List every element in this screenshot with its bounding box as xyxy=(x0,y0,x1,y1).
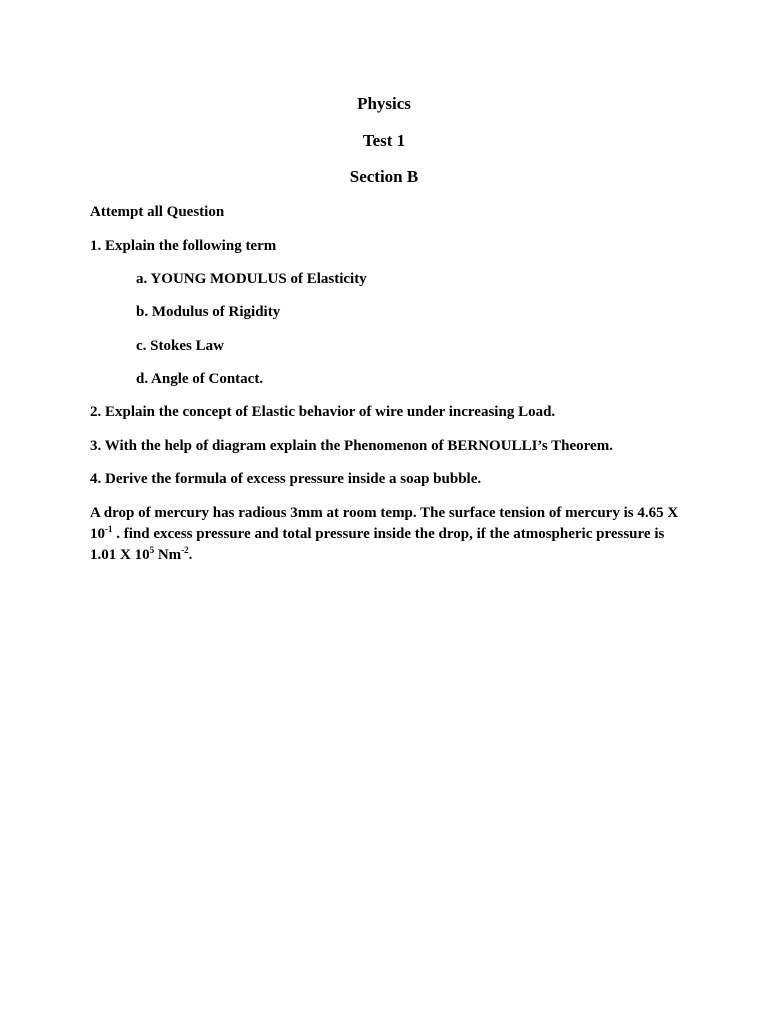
test-title: Test 1 xyxy=(362,131,406,150)
problem-exponent-2: 5 xyxy=(149,545,155,555)
question-3: 3. With the help of diagram explain the Phenomenon of BERNOULLI’s Theorem. xyxy=(90,438,613,454)
problem-text-2: . find excess pressure and total pressure inside the drop, if the atmospheric pressure is 1.01 X 10 xyxy=(90,526,665,563)
question-2: 2. Explain the concept of Elastic behavior of wire under increasing Load. xyxy=(90,404,556,420)
question-1-item-d: d. Angle of Contact. xyxy=(136,371,264,387)
question-4: 4. Derive the formula of excess pressure inside a soap bubble. xyxy=(90,471,482,487)
problem-exponent-1: -1 xyxy=(105,524,113,534)
section-title: Section B xyxy=(349,167,419,186)
document-title: Physics xyxy=(357,94,411,113)
numerical-problem xyxy=(90,503,680,566)
question-1-item-b: b. Modulus of Rigidity xyxy=(136,304,281,320)
problem-exponent-3: -2 xyxy=(181,545,189,555)
question-1: 1. Explain the following term xyxy=(90,238,277,254)
problem-text-4: . xyxy=(188,547,193,563)
question-1-item-a: a. YOUNG MODULUS of Elasticity xyxy=(136,271,367,287)
instruction-text: Attempt all Question xyxy=(90,204,225,220)
problem-text-1: A drop of mercury has radious 3mm at room temp. The surface tension of mercury is 4.65 X 10 xyxy=(90,505,679,542)
problem-text-3: Nm xyxy=(154,547,182,563)
question-1-item-c: c. Stokes Law xyxy=(136,338,224,354)
